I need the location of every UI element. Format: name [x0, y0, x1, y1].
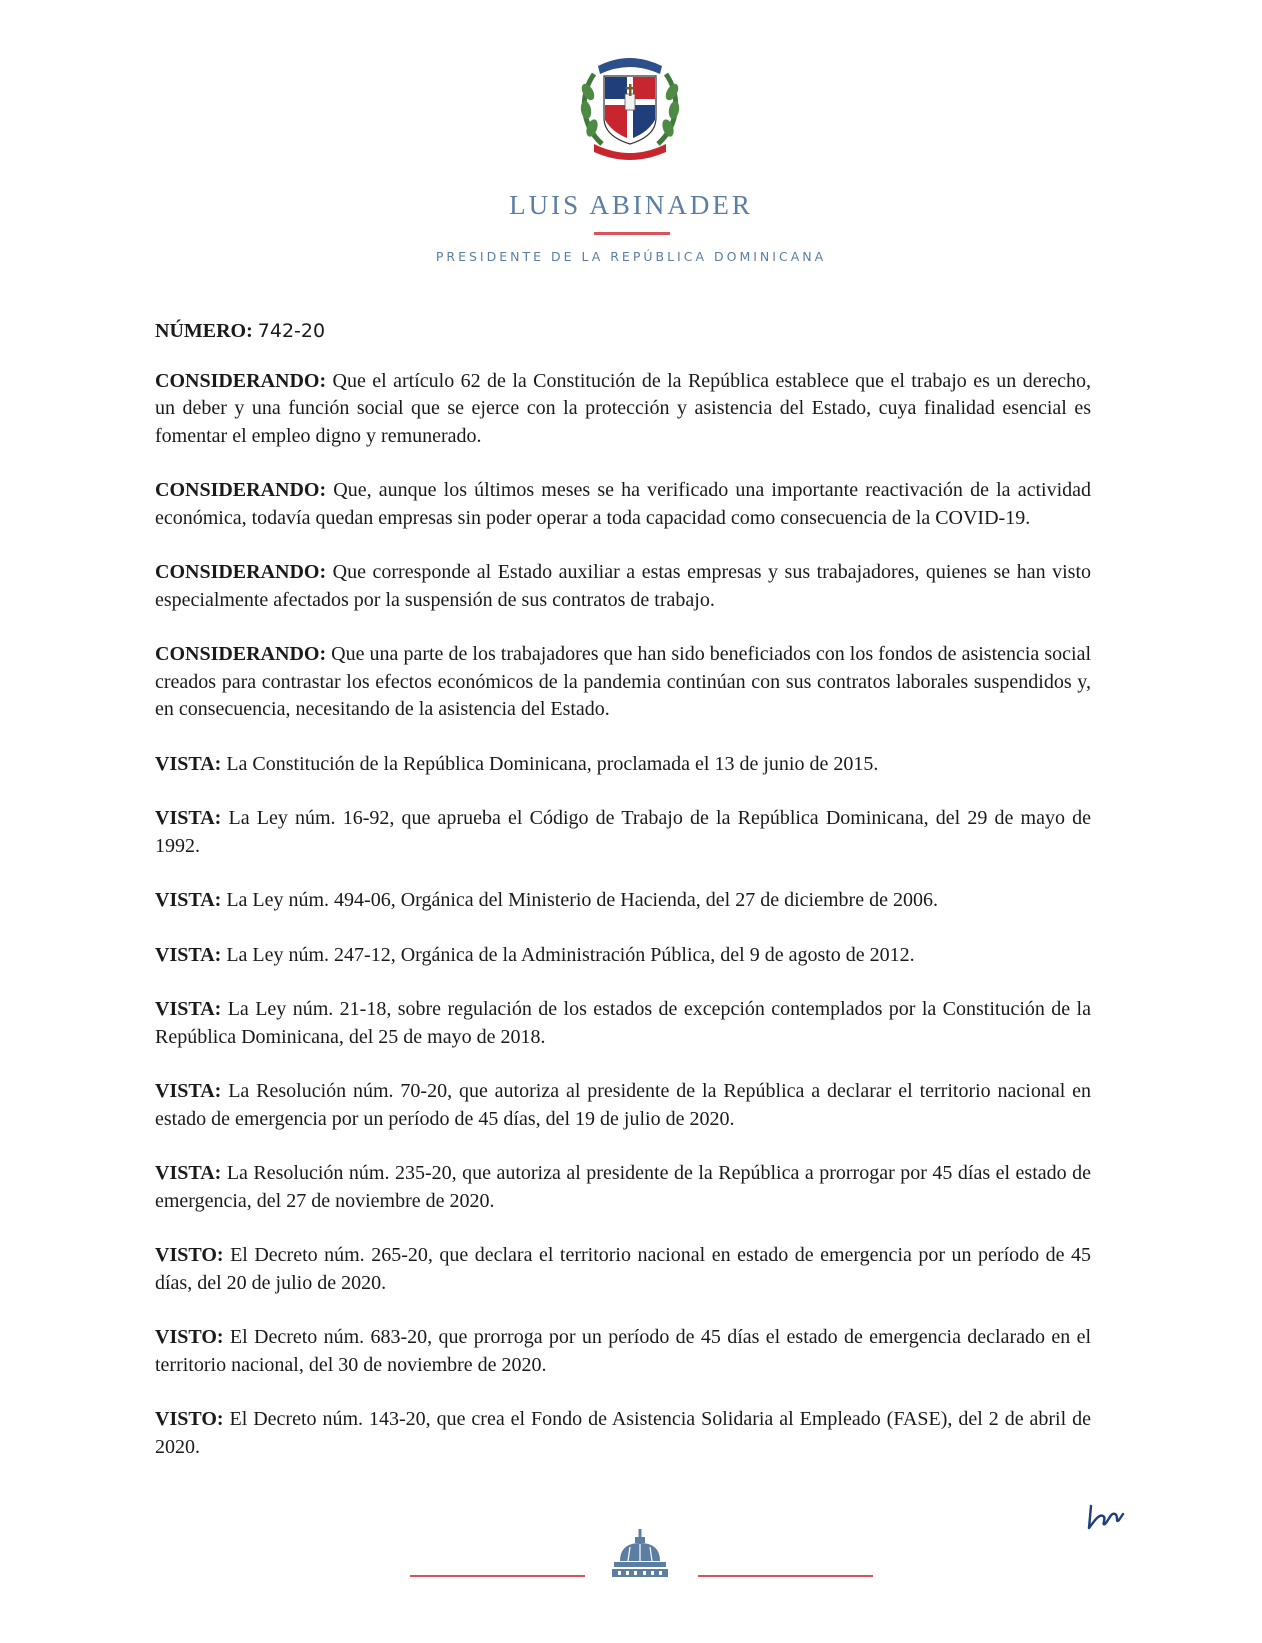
paragraph-text: La Ley núm. 494-06, Orgánica del Ministerio de Hacienda, del 27 de diciembre de 2006.: [226, 889, 938, 911]
paragraph-label: VISTA:: [155, 943, 222, 966]
president-name: LUIS ABINADER: [509, 190, 753, 220]
considerando-paragraph: [155, 368, 1091, 451]
paragraph-text: El Decreto núm. 683-20, que prorroga por un período de 45 días el estado de emergencia declarado en el territorio nacional, del 30 de noviembre de 2020.: [155, 1326, 1092, 1376]
paragraph-label: VISTA:: [155, 998, 222, 1020]
paragraph-text: El Decreto núm. 143-20, que crea el Fondo de Asistencia Solidaria al Empleado (FASE), del 2 de abril de 2020.: [155, 1408, 1091, 1458]
paragraph-text: La Ley núm. 21-18, sobre regulación de los estados de excepción contemplados por la Constitución de la República Dominicana, del 25 de mayo de 2018.: [155, 998, 1091, 1048]
footer-rule-left: [410, 1575, 585, 1577]
visto-paragraph: [155, 1406, 1091, 1461]
footer-rule-right: [698, 1575, 873, 1577]
handwritten-initials-icon: [1085, 1500, 1125, 1534]
considerando-paragraph: [155, 477, 1091, 532]
paragraph-label: CONSIDERANDO:: [155, 643, 327, 665]
paragraph-label: VISTO:: [155, 1326, 224, 1348]
paragraph-text: La Ley núm. 247-12, Orgánica de la Administración Pública, del 9 de agosto de 2012.: [226, 943, 915, 966]
paragraph-text: Que el artículo 62 de la Constitución de la República establece que el trabajo es un derecho, un deber y una función social que se ejerce con la protección y asistencia del Estado, cuya finalidad esencial es fomentar el empleo digno y remunerado.: [155, 369, 1092, 447]
decree-body: [155, 318, 1091, 1488]
vista-paragraph: [155, 1160, 1091, 1215]
paragraph-text: Que corresponde al Estado auxiliar a estas empresas y sus trabajadores, quienes se han visto especialmente afectados por la suspensión de sus contratos de trabajo.: [155, 561, 1091, 611]
header-accent-rule: [594, 232, 670, 235]
visto-paragraph: [155, 1242, 1091, 1297]
paragraph-label: CONSIDERANDO:: [155, 561, 327, 583]
paragraph-label: VISTA:: [155, 1080, 222, 1102]
vista-paragraph: [155, 1078, 1091, 1133]
visto-paragraph: [155, 1324, 1091, 1379]
paragraph-text: La Resolución núm. 235-20, que autoriza al presidente de la República a prorrogar por 45 días el estado de emergencia, del 27 de noviembre de 2020.: [155, 1162, 1091, 1212]
vista-paragraph: [155, 996, 1091, 1051]
national-palace-dome-icon: [608, 1529, 672, 1579]
paragraph-label: VISTA:: [155, 889, 222, 911]
vista-paragraph: [155, 887, 1091, 915]
paragraph-label: CONSIDERANDO:: [155, 369, 327, 392]
vista-paragraph: [155, 942, 1091, 970]
vista-paragraph: [155, 751, 1091, 779]
decree-number-label: NÚMERO:: [155, 320, 253, 342]
paragraph-label: VISTA:: [155, 1162, 222, 1184]
considerando-paragraph: [155, 641, 1091, 724]
paragraph-label: VISTA:: [155, 807, 222, 829]
paragraph-label: CONSIDERANDO:: [155, 479, 327, 501]
coat-of-arms-icon: [572, 44, 688, 164]
considerando-paragraph: [155, 559, 1091, 614]
president-title: PRESIDENTE DE LA REPÚBLICA DOMINICANA: [435, 249, 827, 264]
paragraph-text: La Ley núm. 16-92, que aprueba el Código de Trabajo de la República Dominicana, del 29 de mayo de 1992.: [155, 807, 1092, 857]
paragraph-text: La Resolución núm. 70-20, que autoriza al presidente de la República a declarar el territorio nacional en estado de emergencia por un período de 45 días, del 19 de julio de 2020.: [155, 1080, 1092, 1130]
paragraph-label: VISTA:: [155, 752, 222, 775]
paragraph-text: El Decreto núm. 265-20, que declara el territorio nacional en estado de emergencia por un período de 45 días, del 20 de julio de 2020.: [155, 1244, 1092, 1294]
paragraph-text: La Constitución de la República Dominicana, proclamada el 13 de junio de 2015.: [226, 752, 879, 775]
paragraph-text: Que una parte de los trabajadores que han sido beneficiados con los fondos de asistencia social creados para contrastar los efectos económicos de la pandemia continúan con sus contratos laborales suspendidos y, en consecuencia, necesitando de la asistencia del Estado.: [155, 643, 1092, 720]
paragraph-label: VISTO:: [155, 1244, 224, 1266]
paragraph-label: VISTO:: [155, 1408, 224, 1430]
decree-number: [155, 318, 1091, 346]
vista-paragraph: [155, 805, 1091, 860]
decree-number-value: 742-20: [257, 320, 326, 342]
paragraph-text: Que, aunque los últimos meses se ha verificado una importante reactivación de la actividad económica, todavía quedan empresas sin poder operar a toda capacidad como consecuencia de la COVID-19.: [155, 479, 1092, 529]
